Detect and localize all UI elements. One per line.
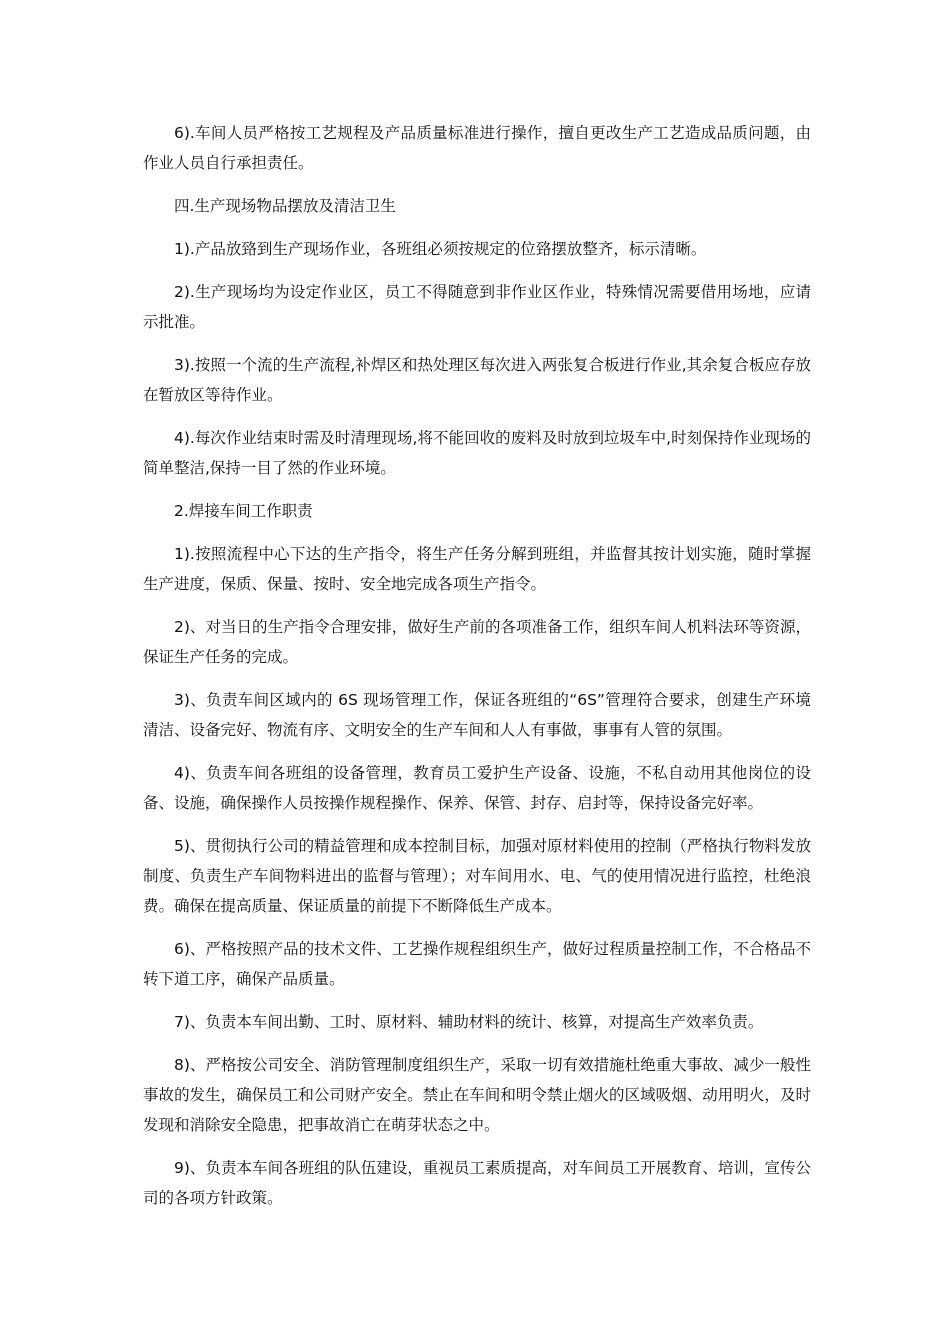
document-body	[143, 118, 811, 1226]
paragraph-duty-6: 6)、严格按照产品的技术文件、工艺操作规程组织生产，做好过程质量控制工作，不合格品不转下道工序，确保产品质量。	[143, 940, 811, 988]
paragraph-duty-2: 2)、对当日的生产指令合理安排，做好生产前的各项准备工作，组织车间人机料法环等资源，保证生产任务的完成。	[143, 618, 811, 666]
paragraph-duty-4: 4)、负责车间各班组的设备管理，教育员工爱护生产设备、设施，不私自动用其他岗位的设备、设施，确保操作人员按操作规程操作、保养、保管、封存、启封等，保持设备完好率。	[143, 764, 811, 812]
paragraph-item-placement: 1).产品放臵到生产现场作业，各班组必须按规定的位臵摆放整齐，标示清晰。	[174, 240, 707, 258]
paragraph-site-cleanup: 4).每次作业结束时需及时清理现场,将不能回收的废料及时放到垃圾车中,时刻保持作业现场的简单整洁,保持一目了然的作业环境。	[143, 429, 811, 477]
paragraph-duty-5: 5)、贯彻执行公司的精益管理和成本控制目标，加强对原材料使用的控制（严格执行物料发放制度、负责生产车间物料进出的监督与管理）；对车间用水、电、气的使用情况进行监控，杜绝浪费。确保在提高质量、保证质量的前提下不断降低生产成本。	[143, 837, 811, 915]
paragraph-work-areas: 2).生产现场均为设定作业区，员工不得随意到非作业区作业，特殊情况需要借用场地，应请示批准。	[143, 283, 811, 331]
paragraph-duty-9: 9)、负责本车间各班组的队伍建设，重视员工素质提高，对车间员工开展教育、培训，宣传公司的各项方针政策。	[143, 1159, 811, 1207]
section-heading-site-items: 四.生产现场物品摆放及清洁卫生	[174, 197, 396, 215]
section-heading-welding-duties: 2.焊接车间工作职责	[174, 502, 313, 520]
paragraph-flow-process: 3).按照一个流的生产流程,补焊区和热处理区每次进入两张复合板进行作业,其余复合板应存放在暂放区等待作业。	[143, 356, 811, 404]
paragraph-duty-8: 8)、严格按公司安全、消防管理制度组织生产，采取一切有效措施杜绝重大事故、减少一般性事故的发生，确保员工和公司财产安全。禁止在车间和明令禁止烟火的区域吸烟、动用明火，及时发现和消除安全隐患，把事故消亡在萌芽状态之中。	[143, 1056, 811, 1134]
paragraph-duty-3: 3)、负责车间区域内的 6S 现场管理工作，保证各班组的“6S”管理符合要求，创建生产环境清洁、设备完好、物流有序、文明安全的生产车间和人人有事做，事事有人管的氛围。	[143, 691, 811, 739]
paragraph-duty-1: 1).按照流程中心下达的生产指令，将生产任务分解到班组，并监督其按计划实施，随时掌握生产进度，保质、保量、按时、安全地完成各项生产指令。	[143, 545, 811, 593]
paragraph-process-compliance: 6).车间人员严格按工艺规程及产品质量标准进行操作，擅自更改生产工艺造成品质问题，由作业人员自行承担责任。	[143, 124, 811, 172]
paragraph-duty-7: 7)、负责本车间出勤、工时、原材料、辅助材料的统计、核算，对提高生产效率负责。	[174, 1013, 764, 1031]
